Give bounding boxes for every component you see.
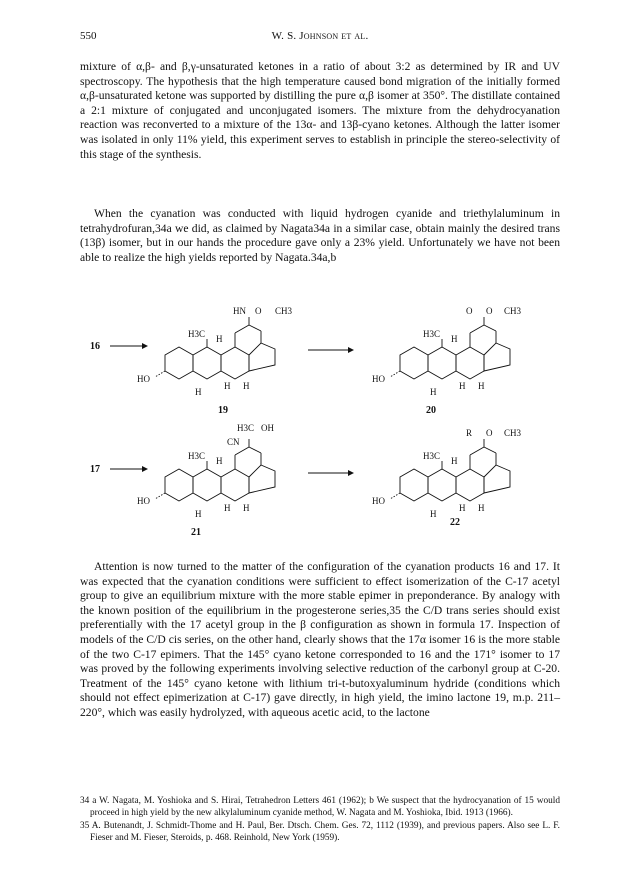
svg-text:O: O: [255, 306, 262, 316]
arrow-2: [308, 347, 354, 353]
svg-text:O: O: [486, 306, 493, 316]
footnote-34: 34 a W. Nagata, M. Yoshioka and S. Hirai, Tetrahedron Letters 461 (1962); b We suspect that the hydrocyanation of 15 would proceed in high yield by the new alkylaluminum cyanide method, W. Nagata and M. Yoshioka, Ibid. 1913 (1966).: [80, 796, 560, 818]
arrow-3: [110, 466, 148, 472]
running-title: W. S. Johnson et al.: [271, 30, 369, 42]
compound-20-label: 20: [426, 405, 436, 416]
arrow-1: [110, 343, 148, 349]
svg-text:CH3: CH3: [275, 306, 293, 316]
svg-text:H: H: [430, 387, 437, 397]
svg-text:CH3: CH3: [504, 428, 522, 438]
reaction-scheme: [80, 305, 560, 550]
svg-text:H: H: [195, 509, 202, 519]
svg-text:H: H: [459, 381, 466, 391]
svg-text:H: H: [224, 381, 231, 391]
svg-text:H: H: [243, 381, 250, 391]
svg-text:HO: HO: [372, 496, 385, 506]
svg-text:H: H: [243, 503, 250, 513]
svg-text:H: H: [430, 509, 437, 519]
paragraph-3: [80, 560, 560, 721]
paragraph-1-text: mixture of α,β- and β,γ-unsaturated ketones in a ratio of about 3:2 as determined by IR and UV spectroscopy. The hypothesis that the high temperature caused bond migration of the initially formed α,β-unsaturated ketone was supported by distilling the pure α,β isomer at 350°. The distillate contained a 2:1 mixture of conjugated and unconjugated isomers. The mixture from the dehydrocyanation reaction was reconverted to a mixture of the 13α- and 13β-cyano ketones. Although the latter isomer was isolated in only 11% yield, this experiment serves to establish in principle the stereo-selectivity of this stage of the synthesis.: [80, 60, 560, 161]
svg-text:H: H: [216, 334, 223, 344]
svg-text:HO: HO: [372, 374, 385, 384]
svg-text:HN: HN: [233, 306, 246, 316]
footnote-35: 35 A. Butenandt, J. Schmidt-Thome and H. Paul, Ber. Dtsch. Chem. Ges. 72, 1112 (1939), and previous papers. Also see L. F. Fieser and M. Fieser, Steroids, p. 468. Reinhold, New York (1959).: [80, 821, 560, 843]
paragraph-2: [80, 207, 560, 265]
svg-text:HO: HO: [137, 496, 150, 506]
page-number: 550: [80, 30, 97, 42]
structure-21: [137, 423, 275, 538]
compound-19-label: 19: [218, 405, 228, 416]
svg-text:H: H: [478, 503, 485, 513]
svg-text:H: H: [459, 503, 466, 513]
svg-text:H: H: [451, 334, 458, 344]
svg-text:CH3: CH3: [504, 306, 522, 316]
compound-16-label: 16: [90, 341, 100, 352]
svg-text:H: H: [195, 387, 202, 397]
svg-text:OH: OH: [261, 423, 274, 433]
paragraph-1: [80, 60, 560, 162]
svg-text:R: R: [466, 428, 473, 438]
compound-22-label: 22: [450, 517, 460, 528]
svg-text:H3C: H3C: [423, 329, 441, 339]
paragraph-2-text: When the cyanation was conducted with liquid hydrogen cyanide and triethylaluminum in tetrahydrofuran,34a we did, as claimed by Nagata34a in a similar case, obtain mainly the desired trans (13β) isomer, but in our hands the procedure gave only a 23% yield. Unfortunately we have not been able to realize the high yields reported by Nagata.34a,b: [80, 207, 560, 264]
scheme-svg: [80, 305, 560, 550]
svg-text:H3C: H3C: [423, 451, 441, 461]
svg-text:CN: CN: [227, 437, 240, 447]
structure-22: [372, 428, 522, 528]
svg-text:HO: HO: [137, 374, 150, 384]
svg-text:O: O: [466, 306, 473, 316]
svg-text:H: H: [216, 456, 223, 466]
compound-17-label: 17: [90, 464, 100, 475]
svg-text:H: H: [478, 381, 485, 391]
svg-text:O: O: [486, 428, 493, 438]
svg-text:H: H: [224, 503, 231, 513]
structure-20: [372, 306, 522, 416]
arrow-4: [308, 470, 354, 476]
svg-text:H: H: [451, 456, 458, 466]
svg-text:H3C: H3C: [237, 423, 255, 433]
footnotes: [80, 795, 560, 845]
svg-text:H3C: H3C: [188, 451, 206, 461]
paragraph-3-text: Attention is now turned to the matter of the configuration of the cyanation products 16 and 17. It was expected that the cyanation conditions were sufficient to effect isomerization of the C-17 acetyl group to give an equilibrium mixture with the more stable epimer in preponderance. By analogy with the known position of the equilibrium in the progesterone series,35 the C/D trans series should exist preferentially with the 17 acetyl group in the β configuration as shown in formula 17. Inspection of models of the C/D cis series, on the other hand, clearly shows that the 17α isomer 16 is the more stable of the two C-17 epimers. That the 145° cyano ketone corresponded to 16 and the 171° isomer to 17 was proved by the following experiments involving selective reduction of the carbonyl group at C-20. Treatment of the 145° cyano ketone with lithium tri-t-butoxyaluminum hydride (conditions which should not effect epimerization at C-17) gave directly, in high yield, the imino lactone 19, m.p. 211–220°, which was easily hydrolyzed, with aqueous acetic acid, to the lactone: [80, 560, 560, 719]
svg-text:H3C: H3C: [188, 329, 206, 339]
page-header: [80, 30, 560, 46]
compound-21-label: 21: [191, 527, 201, 538]
structure-19: [137, 306, 293, 416]
